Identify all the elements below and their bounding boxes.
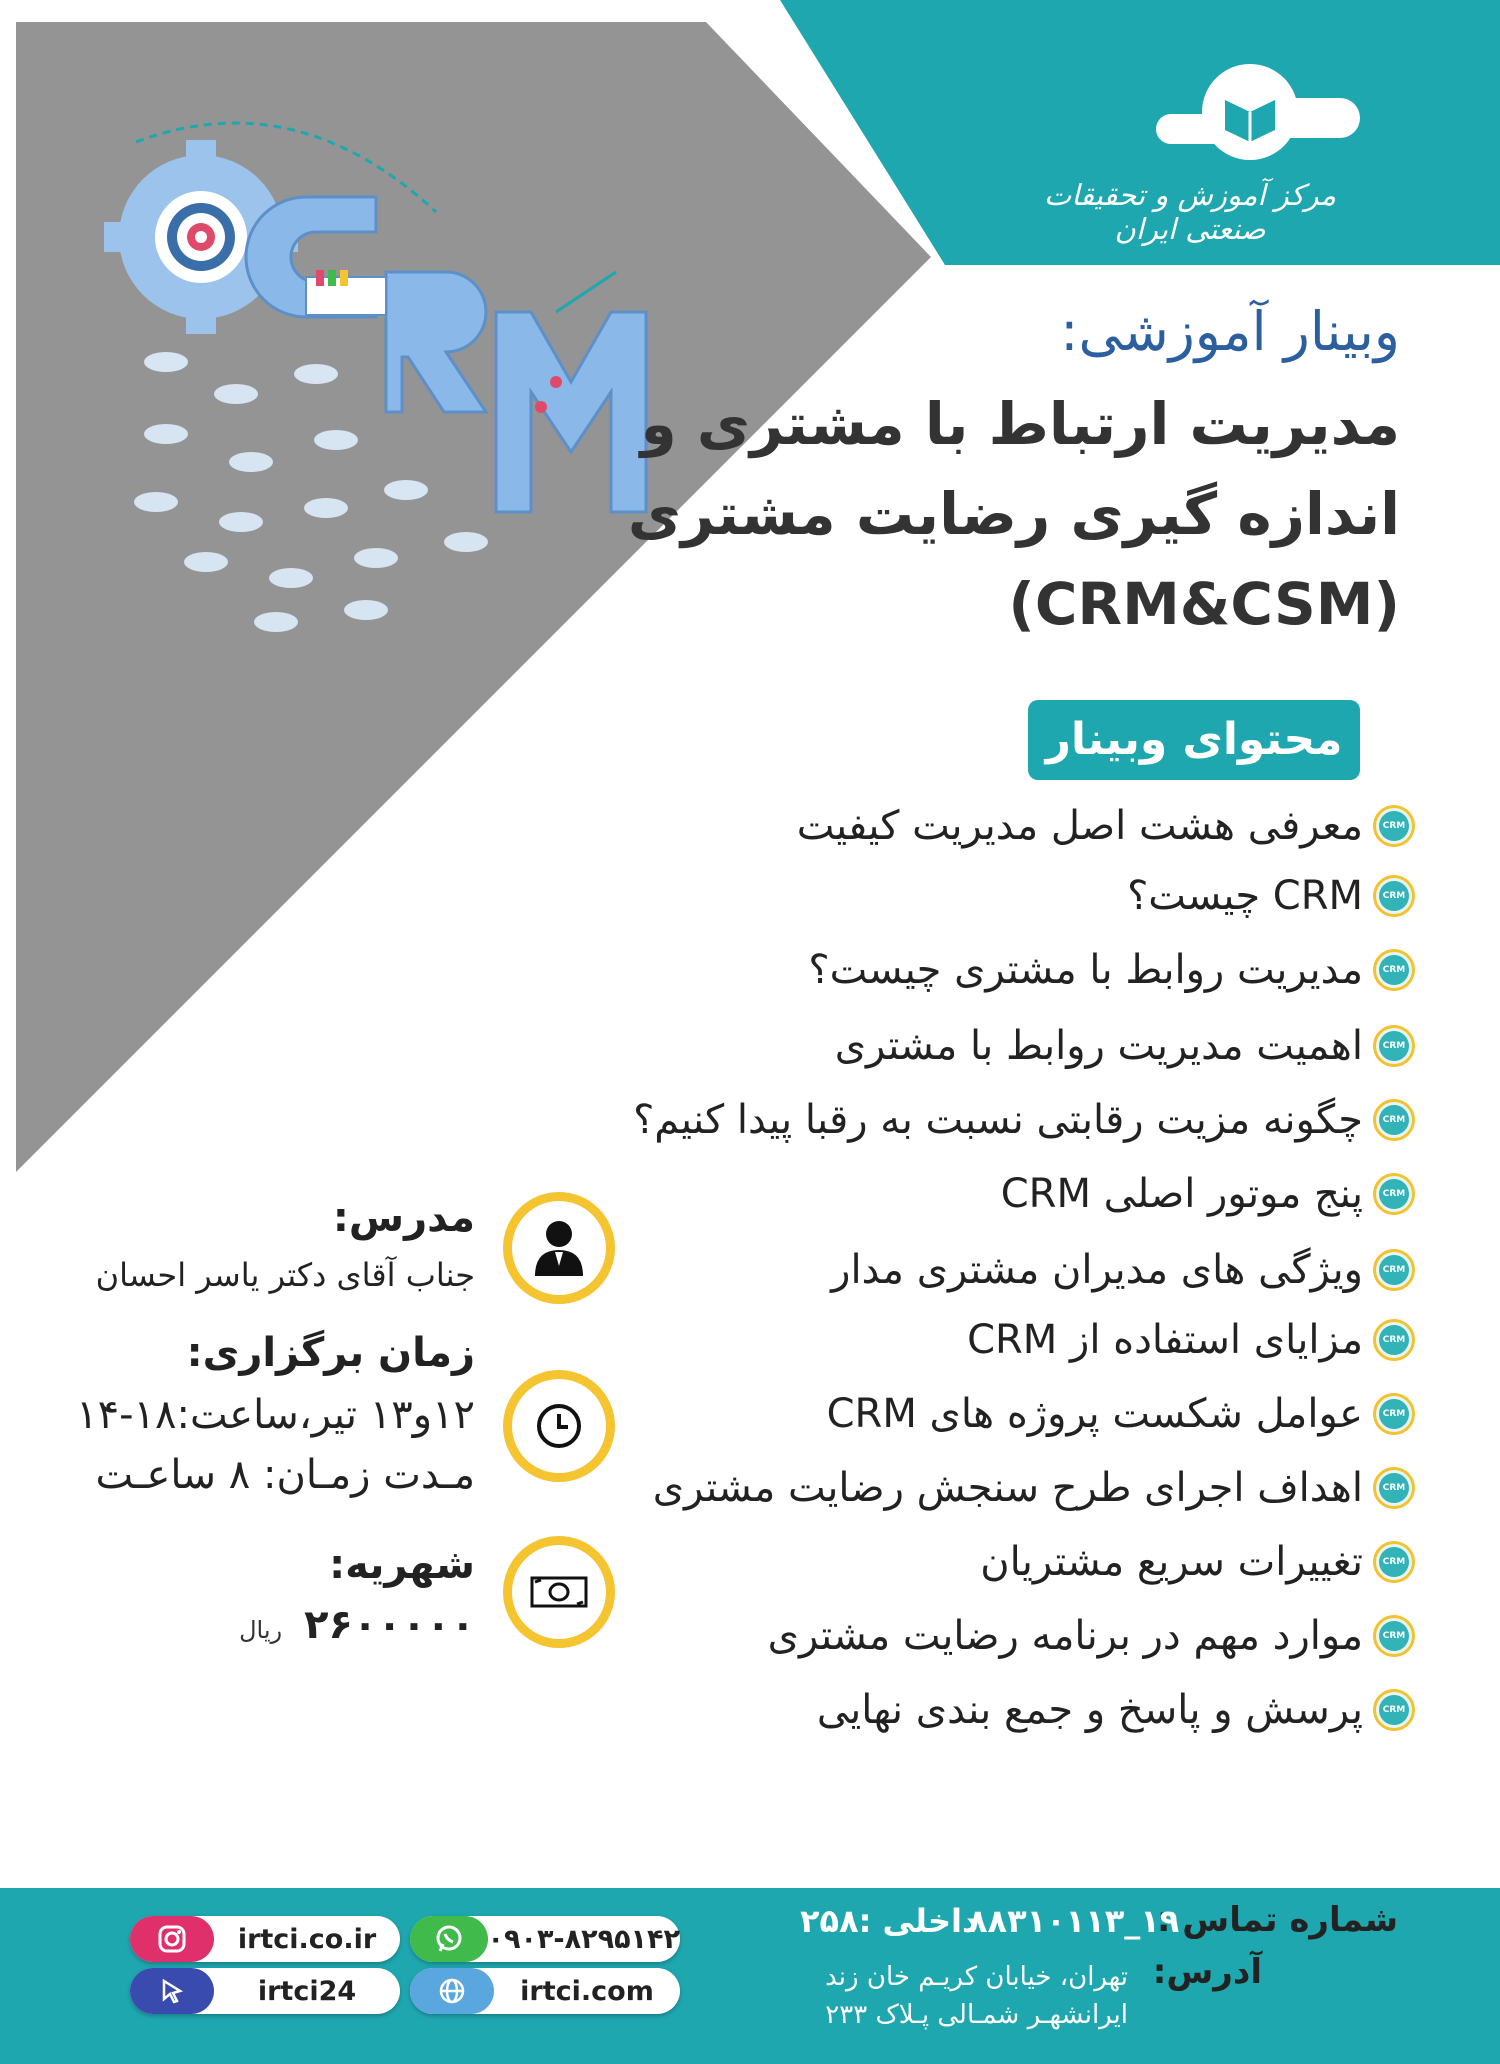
topic-item: CRM CRM چیست؟ — [1127, 866, 1415, 926]
fee-unit: ریال — [239, 1616, 283, 1644]
schedule-heading: زمان برگزاری: — [186, 1330, 475, 1376]
topic-item: CRM پنج موتور اصلی CRM — [1001, 1164, 1415, 1224]
topic-item: CRM چگونه مزیت رقابتی نسبت به رقبا پیدا کنیم؟ — [633, 1090, 1415, 1150]
crm-bullet-icon: CRM — [1373, 1541, 1415, 1583]
schedule-date-time: ۱۲و۱۳ تیر،ساعت:۱۸-۱۴ — [76, 1392, 475, 1438]
crm-bullet-icon: CRM — [1373, 1615, 1415, 1657]
banknote-icon — [503, 1536, 615, 1648]
topic-item: CRM پرسش و پاسخ و جمع بندی نهایی — [817, 1680, 1415, 1740]
instagram-link[interactable]: irtci.co.ir — [130, 1916, 400, 1962]
crm-bullet-icon: CRM — [1373, 1099, 1415, 1141]
title-line-1: مدیریت ارتباط با مشتری و — [640, 390, 1400, 458]
schedule-duration: مـدت زمـان: ۸ ساعـت — [95, 1452, 475, 1498]
fee-heading: شهریه: — [329, 1542, 475, 1588]
crm-bullet-icon: CRM — [1373, 805, 1415, 847]
crm-bullet-icon: CRM — [1373, 1025, 1415, 1067]
telegram-link[interactable]: irtci24 — [130, 1968, 400, 2014]
topic-item: CRM ویژگی های مدیران مشتری مدار — [831, 1240, 1415, 1300]
website-link[interactable]: irtci.com — [410, 1968, 680, 2014]
crm-bullet-icon: CRM — [1373, 1319, 1415, 1361]
instagram-icon — [130, 1916, 214, 1962]
topic-item: CRM تغییرات سریع مشتریان — [980, 1532, 1415, 1592]
crm-bullet-icon: CRM — [1373, 1173, 1415, 1215]
fee-amount: ۲۶۰۰۰۰۰ — [304, 1602, 475, 1648]
crm-bullet-icon: CRM — [1373, 875, 1415, 917]
cursor-icon — [130, 1968, 214, 2014]
globe-icon — [410, 1968, 494, 2014]
crm-bullet-icon: CRM — [1373, 1689, 1415, 1731]
address-line-2: ایرانشهـر شمـالی پـلاک ۲۳۳ — [825, 2000, 1128, 2030]
phone-label: شماره تماس : — [1156, 1900, 1398, 1940]
whatsapp-icon — [410, 1916, 488, 1962]
phone-number[interactable]: ۸۸۳۱۰۱۱۳_۱۹ — [968, 1902, 1180, 1940]
whatsapp-link[interactable]: ۰۹۰۳-۸۲۹۵۱۴۲ — [410, 1916, 680, 1962]
person-icon — [503, 1192, 615, 1304]
topic-item: CRM اهمیت مدیریت روابط با مشتری — [835, 1016, 1415, 1076]
clock-icon — [503, 1370, 615, 1482]
phone-extension: داخلی :۲۵۸ — [800, 1902, 979, 1940]
topic-item: CRM اهداف اجرای طرح سنجش رضایت مشتری — [653, 1458, 1415, 1518]
topic-item: CRM موارد مهم در برنامه رضایت مشتری — [768, 1606, 1415, 1666]
instructor-heading: مدرس: — [332, 1195, 475, 1241]
title-line-3: (CRM&CSM) — [1008, 570, 1400, 638]
org-name: مرکز آموزش و تحقیقات صنعتی ایران — [1044, 178, 1336, 246]
address-line-1: تهران، خیابان کریـم خان زند — [825, 1962, 1128, 1992]
topic-item: CRM معرفی هشت اصل مدیریت کیفیت — [797, 796, 1415, 856]
topic-item: CRM مدیریت روابط با مشتری چیست؟ — [808, 940, 1415, 1000]
crm-bullet-icon: CRM — [1373, 1249, 1415, 1291]
title-line-2: اندازه گیری رضایت مشتری — [627, 480, 1400, 548]
topic-item: CRM عوامل شکست پروژه های CRM — [827, 1384, 1415, 1444]
topic-item: CRM مزایای استفاده از CRM — [967, 1310, 1415, 1370]
fee-row — [239, 1602, 475, 1648]
address-label: آدرس: — [1152, 1952, 1262, 1992]
crm-bullet-icon: CRM — [1373, 1393, 1415, 1435]
instructor-name: جناب آقای دکتر یاسر احسان — [95, 1256, 475, 1294]
crm-bullet-icon: CRM — [1373, 949, 1415, 991]
crm-bullet-icon: CRM — [1373, 1467, 1415, 1509]
webinar-content-badge: محتوای وبینار — [1028, 700, 1360, 780]
webinar-label: وبینار آموزشی: — [1060, 300, 1400, 363]
